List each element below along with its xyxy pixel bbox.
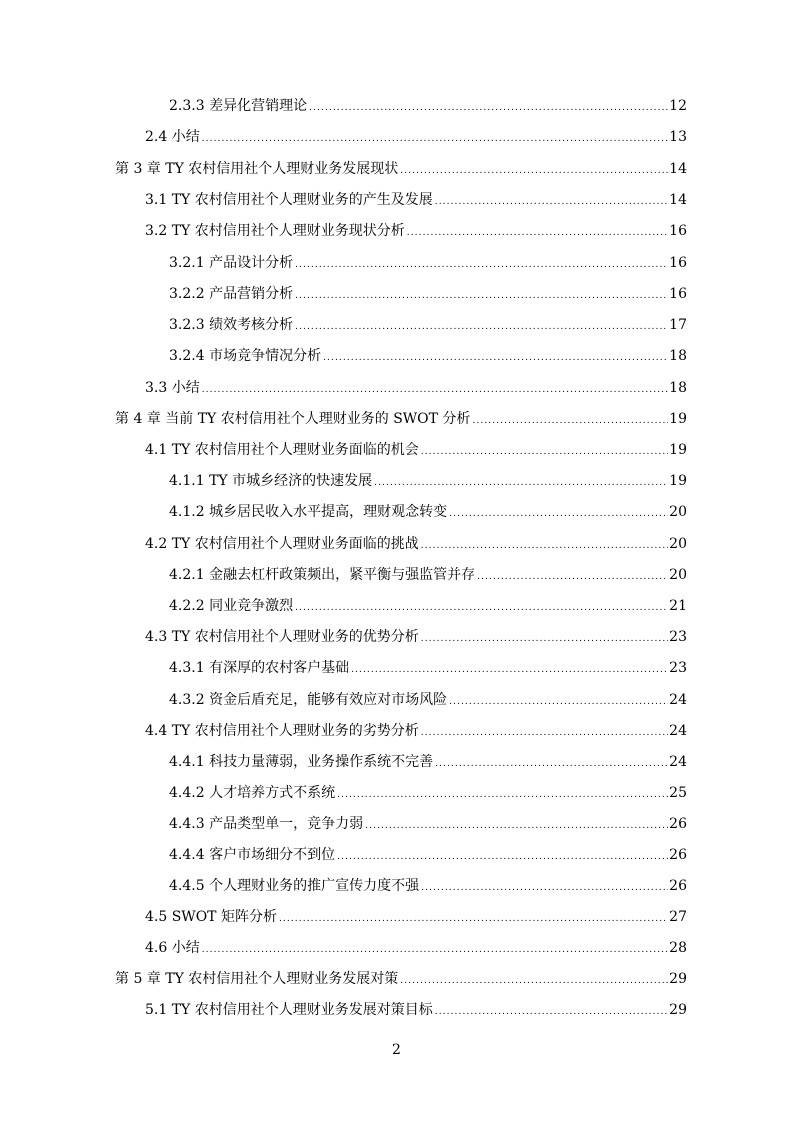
toc-leader-dots <box>421 535 668 557</box>
toc-entry-title: 3.2.4 市场竞争情况分析 <box>169 348 322 364</box>
toc-leader-dots <box>400 970 668 992</box>
toc-leader-dots <box>449 691 668 713</box>
toc-leader-dots <box>421 877 668 899</box>
toc-page-number: 27 <box>669 909 687 925</box>
toc-leader-dots <box>421 628 668 650</box>
toc-entry[interactable] <box>145 189 687 211</box>
toc-entry[interactable] <box>169 595 687 617</box>
toc-page-number: 26 <box>669 878 687 894</box>
toc-entry[interactable] <box>169 314 687 336</box>
toc-entry-title: 4.2.2 同业竞争激烈 <box>169 598 294 614</box>
toc-page-number: 23 <box>669 660 687 676</box>
toc-entry[interactable] <box>145 220 687 242</box>
toc-leader-dots <box>202 128 668 150</box>
toc-page-number: 13 <box>669 129 687 145</box>
toc-leader-dots <box>351 659 668 681</box>
toc-entry[interactable] <box>145 377 687 399</box>
toc-entry[interactable] <box>169 95 687 117</box>
toc-entry[interactable] <box>115 408 687 430</box>
toc-entry-title: 4.4.5 个人理财业务的推广宣传力度不强 <box>169 878 420 894</box>
toc-entry-title: 4.4 TY 农村信用社个人理财业务的劣势分析 <box>145 723 419 739</box>
toc-entry[interactable] <box>169 782 687 804</box>
toc-page-number: 18 <box>669 348 687 364</box>
toc-page-number: 14 <box>669 161 687 177</box>
toc-entry[interactable] <box>169 875 687 897</box>
toc-leader-dots <box>435 191 668 213</box>
toc-page-number: 16 <box>669 255 687 271</box>
toc-leader-dots <box>365 815 668 837</box>
toc-page-number: 25 <box>669 785 687 801</box>
toc-page-number: 16 <box>669 286 687 302</box>
toc-entry[interactable] <box>145 439 687 461</box>
toc-entry-title: 4.2 TY 农村信用社个人理财业务面临的挑战 <box>145 536 419 552</box>
toc-entry[interactable] <box>115 158 687 180</box>
toc-entry-title: 4.1.1 TY 市城乡经济的快速发展 <box>169 473 373 489</box>
toc-entry-title: 第 4 章 当前 TY 农村信用社个人理财业务的 SWOT 分析 <box>115 411 471 427</box>
toc-entry-title: 4.1 TY 农村信用社个人理财业务面临的机会 <box>145 442 419 458</box>
toc-entry-title: 4.4.4 客户市场细分不到位 <box>169 847 336 863</box>
toc-leader-dots <box>374 472 668 494</box>
toc-entry[interactable] <box>169 751 687 773</box>
toc-entry-title: 4.4.2 人才培养方式不系统 <box>169 785 336 801</box>
toc-entry-title: 3.2 TY 农村信用社个人理财业务现状分析 <box>145 223 405 239</box>
toc-page-number: 24 <box>669 692 687 708</box>
toc-page-number: 20 <box>669 567 687 583</box>
toc-entry[interactable] <box>169 345 687 367</box>
toc-page-number: 21 <box>669 598 687 614</box>
toc-page-number: 26 <box>669 816 687 832</box>
toc-page-number: 29 <box>669 971 687 987</box>
toc-page-number: 18 <box>669 380 687 396</box>
toc-entry[interactable] <box>145 999 687 1021</box>
toc-entry-title: 4.4.3 产品类型单一，竞争力弱 <box>169 816 364 832</box>
toc-leader-dots <box>323 347 668 369</box>
toc-entry[interactable] <box>145 906 687 928</box>
toc-leader-dots <box>421 441 668 463</box>
toc-leader-dots <box>435 1001 668 1023</box>
toc-leader-dots <box>309 97 668 119</box>
toc-entry-title: 3.2.1 产品设计分析 <box>169 255 294 271</box>
toc-entry[interactable] <box>145 720 687 742</box>
toc-entry[interactable] <box>169 844 687 866</box>
toc-entry[interactable] <box>169 813 687 835</box>
toc-entry[interactable] <box>169 689 687 711</box>
toc-leader-dots <box>407 222 668 244</box>
toc-page-number: 28 <box>669 940 687 956</box>
toc-leader-dots <box>295 597 668 619</box>
toc-leader-dots <box>295 316 668 338</box>
toc-entry-title: 4.6 小结 <box>145 940 200 956</box>
toc-entry-title: 5.1 TY 农村信用社个人理财业务发展对策目标 <box>145 1002 433 1018</box>
toc-leader-dots <box>472 410 668 432</box>
toc-entry[interactable] <box>169 283 687 305</box>
toc-entry[interactable] <box>115 968 687 990</box>
toc-leader-dots <box>449 503 668 525</box>
toc-entry-title: 4.3.1 有深厚的农村客户基础 <box>169 660 350 676</box>
toc-leader-dots <box>202 379 668 401</box>
toc-entry[interactable] <box>145 533 687 555</box>
toc-page-number: 16 <box>669 223 687 239</box>
toc-page-number: 19 <box>669 411 687 427</box>
toc-entry-title: 4.1.2 城乡居民收入水平提高，理财观念转变 <box>169 504 448 520</box>
toc-page-number: 20 <box>669 536 687 552</box>
toc-leader-dots <box>295 285 668 307</box>
toc-leader-dots <box>477 566 668 588</box>
toc-leader-dots <box>400 160 668 182</box>
toc-entry-title: 3.1 TY 农村信用社个人理财业务的产生及发展 <box>145 192 433 208</box>
toc-page-number: 20 <box>669 504 687 520</box>
toc-entry-title: 4.2.1 金融去杠杆政策频出，紧平衡与强监管并存 <box>169 567 476 583</box>
toc-leader-dots <box>295 254 668 276</box>
toc-entry[interactable] <box>145 626 687 648</box>
toc-page-number: 24 <box>669 754 687 770</box>
toc-entry-title: 3.2.3 绩效考核分析 <box>169 317 294 333</box>
toc-page-number: 14 <box>669 192 687 208</box>
toc-entry-title: 4.3.2 资金后盾充足，能够有效应对市场风险 <box>169 692 448 708</box>
toc-entry[interactable] <box>145 126 687 148</box>
toc-leader-dots <box>337 784 668 806</box>
toc-page-number: 29 <box>669 1002 687 1018</box>
toc-leader-dots <box>279 908 668 930</box>
toc-page-number: 24 <box>669 723 687 739</box>
toc-entry[interactable] <box>169 501 687 523</box>
toc-entry[interactable] <box>169 470 687 492</box>
toc-leader-dots <box>337 846 668 868</box>
toc-entry-title: 4.3 TY 农村信用社个人理财业务的优势分析 <box>145 629 419 645</box>
toc-page-number: 23 <box>669 629 687 645</box>
toc-entry-title: 3.3 小结 <box>145 380 200 396</box>
toc-leader-dots <box>435 753 668 775</box>
toc-entry[interactable] <box>145 937 687 959</box>
page-number: 2 <box>392 1042 401 1058</box>
toc-entry-title: 3.2.2 产品营销分析 <box>169 286 294 302</box>
toc-entry-title: 4.4.1 科技力量薄弱，业务操作系统不完善 <box>169 754 434 770</box>
toc-entry[interactable] <box>169 564 687 586</box>
toc-leader-dots <box>421 722 668 744</box>
toc-entry-title: 第 5 章 TY 农村信用社个人理财业务发展对策 <box>115 971 399 987</box>
toc-entry-title: 4.5 SWOT 矩阵分析 <box>145 909 277 925</box>
toc-page-number: 17 <box>669 317 687 333</box>
toc-page-number: 19 <box>669 442 687 458</box>
toc-page-number: 26 <box>669 847 687 863</box>
toc-entry[interactable] <box>169 252 687 274</box>
toc-entry-title: 2.3.3 差异化营销理论 <box>169 98 308 114</box>
toc-entry-title: 第 3 章 TY 农村信用社个人理财业务发展现状 <box>115 161 399 177</box>
toc-page-number: 19 <box>669 473 687 489</box>
toc-leader-dots <box>202 939 668 961</box>
toc-entry[interactable] <box>169 657 687 679</box>
toc-entry-title: 2.4 小结 <box>145 129 200 145</box>
toc-page-number: 12 <box>669 98 687 114</box>
